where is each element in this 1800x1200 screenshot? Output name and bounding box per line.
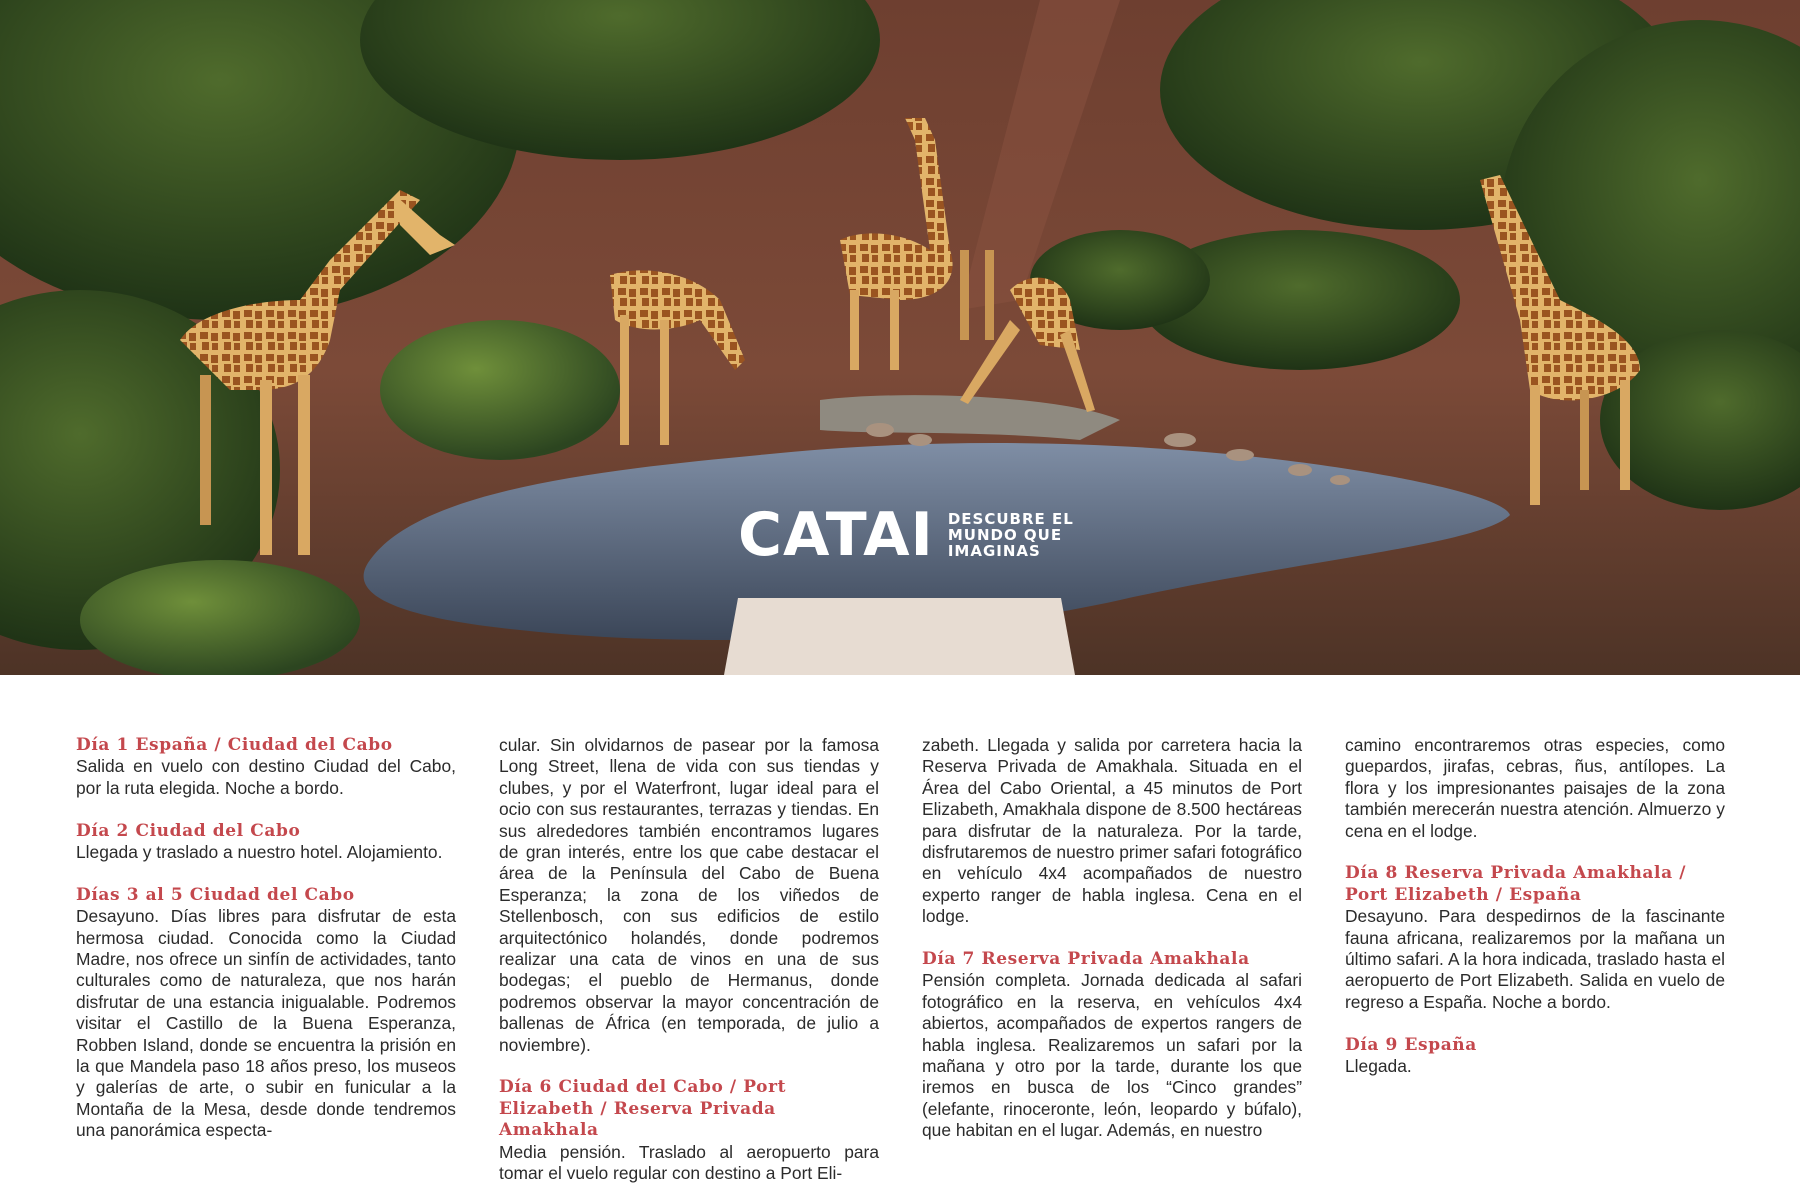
day-6-text-part-1: Media pensión. Traslado al aeropuerto para tomar el vuelo regular con destino a Port Eli- [499,1141,879,1184]
day-8-text: Desayuno. Para despedirnos de la fascinante fauna africana, realizaremos por la mañana un último safari. A la hora indicada, traslado hasta el aeropuerto de Port Elizabeth. Salida en vuelo de regreso a España. Noche a bordo. [1345,906,1725,1012]
brand-name: CATAI [738,500,934,570]
column-1 [76,735,456,1142]
day-7-text-part-2: camino encontraremos otras especies, como guepardos, jirafas, cebras, ñus, antílopes. La flora y los impresionantes paisajes de la zona también merecerán nuestra atención. Almuerzo y cena en el lodge. [1345,735,1725,841]
days-3-5-heading: Días 3 al 5 Ciudad del Cabo [76,884,355,905]
day-7-heading: Día 7 Reserva Privada Amakhala [922,949,1250,970]
tagline-line-2: MUNDO QUE [947,526,1063,544]
day-2-heading: Día 2 Ciudad del Cabo [76,820,301,841]
tagline-line-3: IMAGINAS [947,542,1041,560]
column-2 [499,735,879,1185]
column-4 [1345,735,1725,1077]
day-1-heading: Día 1 España / Ciudad del Cabo [76,735,393,755]
days-3-5-text-part-1: Desayuno. Días libres para disfrutar de esta hermosa ciudad. Conocida como la Ciudad Madre, nos ofrece un sinfín de actividades, tanto culturales como de naturaleza, que nos harán disfrutar de una estancia inigualable. Podremos visitar el Castillo de la Buena Esperanza, Robben Island, donde se encuentra la prisión en la que Mandela paso 18 años preso, los museos y galerías de arte, o subir en funicular a la Montaña de la Mesa, desde donde tendremos una panorámica especta- [76,906,456,1141]
itinerary-columns [76,735,1726,1184]
day-7-text-part-1: Pensión completa. Jornada dedicada al safari fotográfico en la reserva, en vehículos 4x4 abiertos, acompañados de expertos rangers de habla inglesa. Realizaremos un safari por la mañana y otro por la tarde, durante los que iremos en busca de los “Cinco grandes” (elefante, rinoceronte, león, leopardo y búfalo), que habitan en el lugar. Además, en nuestro [922,970,1302,1141]
days-3-5-text-part-2: cular. Sin olvidarnos de pasear por la famosa Long Street, llena de vida con sus tiendas y clubes, y por el Waterfront, lugar ideal para el ocio con sus restaurantes, terrazas y tiendas. En sus alrededores también encontramos lugares de gran interés, entre los que cabe destacar el área de la Península del Cabo de Buena Esperanza; la zona de los viñedos de Stellenbosch, con sus edificios de estilo arquitectónico holandés, donde podremos realizar una cata de vinos en una de sus bodegas; el pueblo de Hermanus, donde podremos observar la mayor concentración de ballenas de África (en temporada, de julio a noviembre). [499,735,879,1055]
day-9-heading: Día 9 España [1345,1034,1477,1055]
page-tab-decoration [724,598,1075,675]
tagline-line-1: DESCUBRE EL [947,510,1074,528]
catai-logo [738,500,1074,570]
brand-tagline [948,511,1074,559]
day-8-heading: Día 8 Reserva Privada Amakhala / Port Elizabeth / España [1345,863,1687,905]
day-1-text: Salida en vuelo con destino Ciudad del Cabo, por la ruta elegida. Noche a bordo. [76,756,456,798]
day-6-heading: Día 6 Ciudad del Cabo / Port Elizabeth / Reserva Privada Amakhala [499,1077,787,1141]
day-6-text-part-2: zabeth. Llegada y salida por carretera hacia la Reserva Privada de Amakhala. Situada en el Área del Cabo Oriental, a 45 minutos de Port Elizabeth, Amakhala dispone de 8.500 hectáreas para disfrutar de la naturaleza. Por la tarde, disfrutaremos de nuestro primer safari fotográfico en vehículo 4x4 acompañados de nuestro experto ranger de habla inglesa. Cena en el lodge. [922,735,1302,927]
day-2-text: Llegada y traslado a nuestro hotel. Alojamiento. [76,842,443,863]
day-9-text: Llegada. [1345,1056,1412,1077]
column-3 [922,735,1302,1142]
